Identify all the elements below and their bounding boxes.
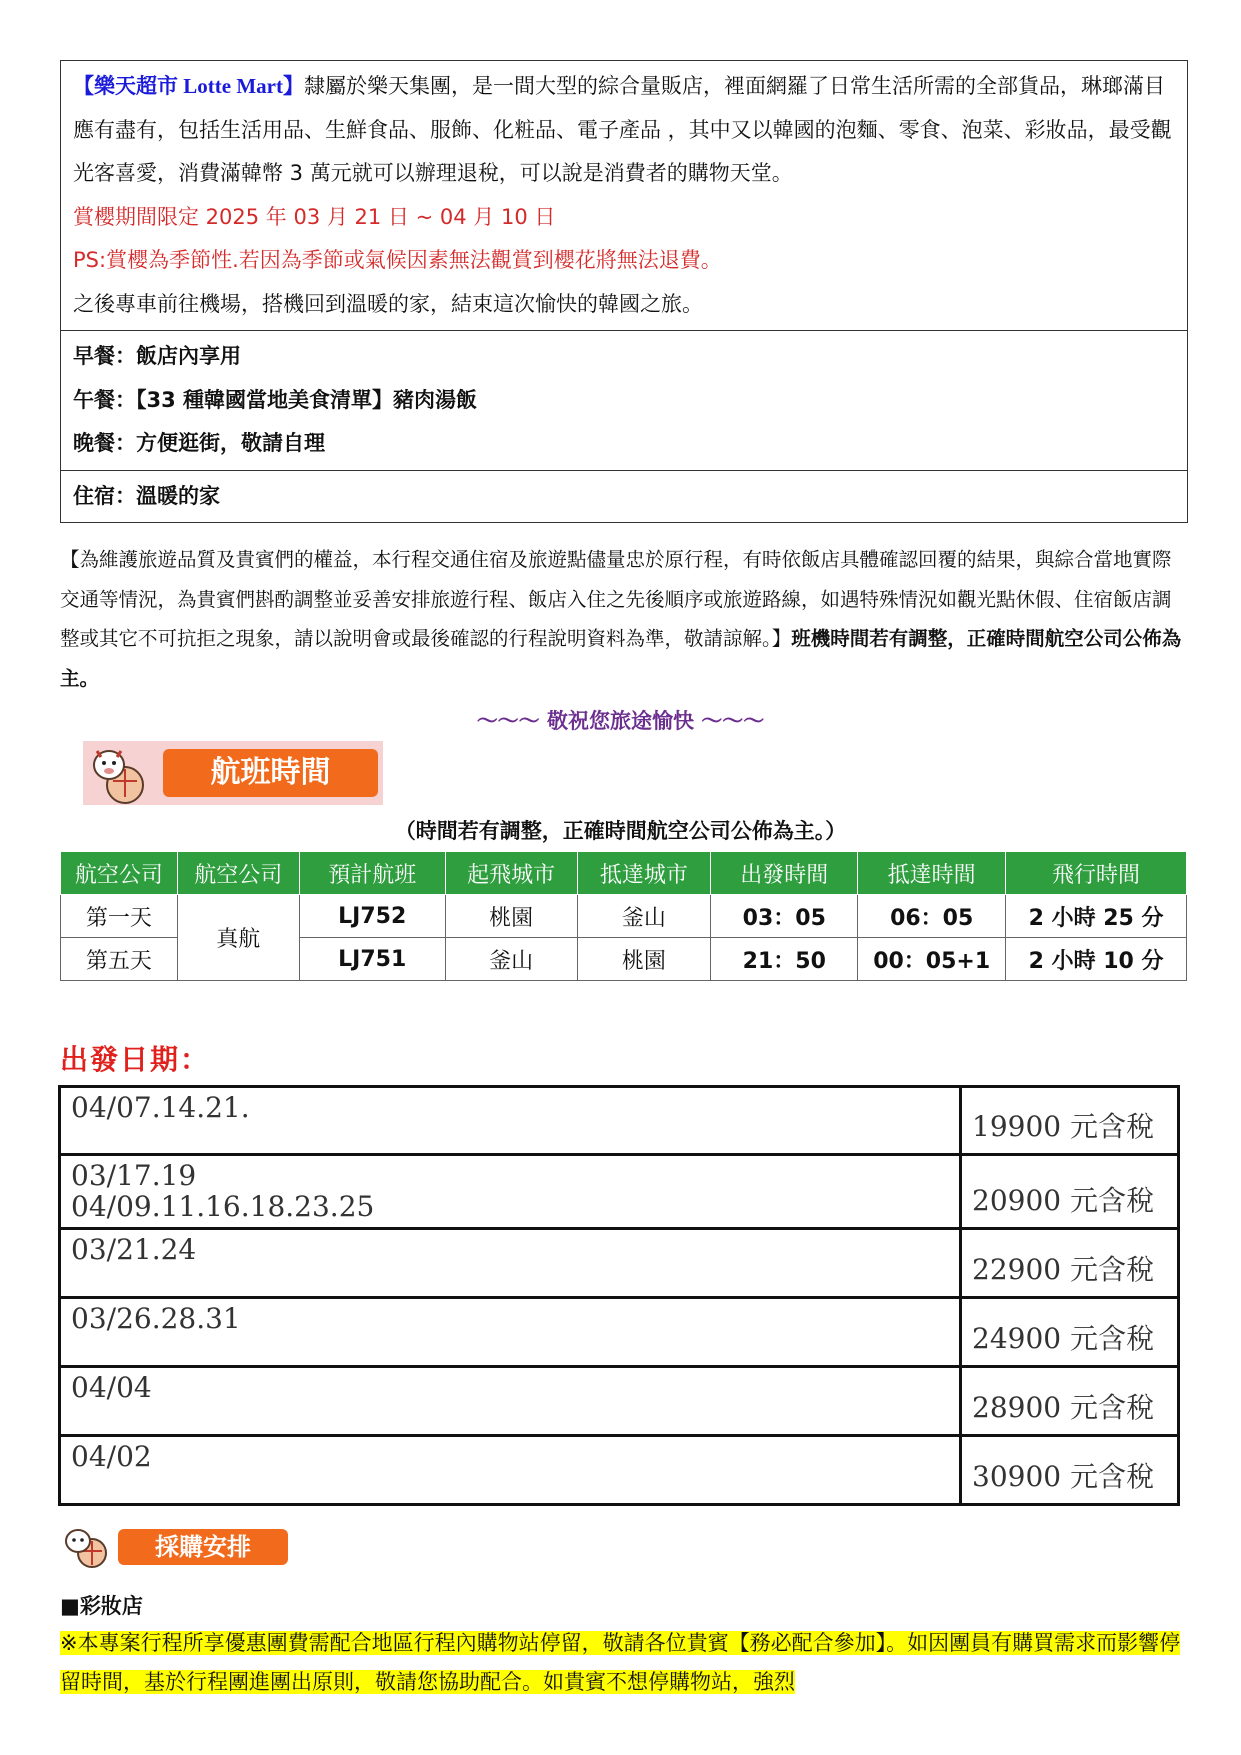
col-header: 出發時間 (711, 852, 858, 895)
travel-wish: ～～～ 敬祝您旅途愉快 ～～～ (476, 709, 765, 733)
flight-banner (83, 741, 383, 805)
flight-number: LJ751 (299, 938, 445, 981)
tour-price: 24900 元含稅 (961, 1298, 1179, 1367)
tour-price: 22900 元含稅 (961, 1229, 1179, 1298)
day-cell: 第五天 (61, 938, 178, 981)
to-city: 桃園 (577, 938, 711, 981)
col-header: 預計航班 (299, 852, 445, 895)
cosmetics-shop-heading: ■彩妝店 (60, 1594, 143, 1618)
itinerary-description (61, 61, 1188, 331)
itinerary-notice: 【為維護旅遊品質及貴賓們的權益，本行程交通住宿及旅遊點儘量忠於原行程，有時依飯店具體確認回覆的結果，與綜合當地實際交通等情況，為貴賓們斟酌調整並妥善安排旅遊行程、飯店入住之先後順序或旅遊路線，如遇特殊情況如觀光點休假、住宿飯店調整或其它不可抗拒之現象，請以說明會或最後確認的行程說明資料為準，敬請諒解。】班機時間若有調整，正確時間航空公司公佈為主。 (60, 548, 1182, 690)
flight-time-notice: 班機時間若有調整，正確時間航空公司公佈為主。 (60, 627, 1182, 690)
flight-time-note: （時間若有調整，正確時間航空公司公佈為主。） (394, 819, 847, 843)
tour-price: 19900 元含稅 (961, 1087, 1179, 1155)
cherry-blossom-period: 賞櫻期間限定 2025 年 03 月 21 日 ~ 04 月 10 日 (73, 204, 556, 229)
departure-time: 03：05 (711, 895, 858, 938)
lodging: 住宿：溫暖的家 (73, 483, 220, 508)
from-city: 桃園 (445, 895, 577, 938)
departure-dates: 04/07.14.21. (60, 1087, 961, 1155)
shopping-notice: ※本專案行程所享優惠團費需配合地區行程內購物站停留，敬請各位貴賓【務必配合參加】。如因團員有購買需求而影響停留時間，基於行程團進團出原則，敬請您協助配合。如貴賓不想停購物站，強烈 (60, 1631, 1181, 1694)
tour-price: 28900 元含稅 (961, 1367, 1179, 1436)
departure-dates: 03/21.24 (60, 1229, 961, 1298)
day-cell: 第一天 (61, 895, 178, 938)
flight-table (60, 851, 1187, 981)
departure-dates: 03/26.28.31 (60, 1298, 961, 1367)
col-header: 航空公司 (177, 852, 299, 895)
airline-cell: 真航 (177, 895, 299, 981)
flight-duration: 2 小時 10 分 (1006, 938, 1187, 981)
table-row (60, 1367, 1179, 1436)
tour-price: 20900 元含稅 (961, 1155, 1179, 1229)
from-city: 釜山 (445, 938, 577, 981)
meals-cell (61, 331, 1188, 471)
table-row (60, 1229, 1179, 1298)
flight-number: LJ752 (299, 895, 445, 938)
arrival-time: 06：05 (858, 895, 1006, 938)
table-row (61, 895, 1187, 938)
closing-text: 之後專車前往機場，搭機回到溫暖的家，結束這次愉快的韓國之旅。 (73, 291, 703, 316)
ps-note: PS:賞櫻為季節性.若因為季節或氣候因素無法觀賞到櫻花將無法退費。 (73, 248, 722, 272)
flight-banner-label: 航班時間 (163, 749, 378, 797)
table-row (60, 1298, 1179, 1367)
lunch: 午餐：【33 種韓國當地美食清單】豬肉湯飯 (73, 387, 478, 412)
col-header: 起飛城市 (445, 852, 577, 895)
departure-time: 21：50 (711, 938, 858, 981)
mascot-icon (85, 741, 149, 805)
table-row (60, 1087, 1179, 1155)
flight-duration: 2 小時 25 分 (1006, 895, 1187, 938)
departure-dates: 03/17.19 04/09.11.16.18.23.25 (60, 1155, 961, 1229)
tour-price: 30900 元含稅 (961, 1436, 1179, 1505)
col-header: 抵達城市 (577, 852, 711, 895)
arrival-time: 00：05+1 (858, 938, 1006, 981)
col-header: 航空公司 (61, 852, 178, 895)
flight-header-row (61, 852, 1187, 895)
lotte-mart-intro: 【樂天超市 Lotte Mart】隸屬於樂天集團，是一間大型的綜合量販店，裡面網羅了日常生活所需的全部貨品，琳瑯滿目應有盡有，包括生活用品、生鮮食品、服飾、化粧品、電子產品 ，其中又以韓國的泡麵、零食、泡菜、彩妝品，最受觀光客喜愛，消費滿韓幣 3 萬元就可以辦理退稅，可以說是消費者的購物天堂。 (73, 74, 1172, 185)
mascot-icon (60, 1525, 112, 1569)
table-row (60, 1436, 1179, 1505)
departure-dates: 04/02 (60, 1436, 961, 1505)
lodging-cell (61, 470, 1188, 523)
to-city: 釜山 (577, 895, 711, 938)
shopping-banner (60, 1525, 290, 1569)
col-header: 飛行時間 (1006, 852, 1187, 895)
departure-date-label: 出發日期： (60, 1043, 211, 1076)
departure-dates: 04/04 (60, 1367, 961, 1436)
shopping-banner-label: 採購安排 (118, 1529, 288, 1565)
breakfast: 早餐：飯店內享用 (73, 344, 241, 368)
price-table (58, 1085, 1180, 1506)
lotte-mart-brand: 【樂天超市 Lotte Mart】 (73, 74, 304, 98)
col-header: 抵達時間 (858, 852, 1006, 895)
itinerary-table (60, 60, 1188, 523)
table-row (60, 1155, 1179, 1229)
dinner: 晚餐：方便逛街，敬請自理 (73, 431, 325, 455)
